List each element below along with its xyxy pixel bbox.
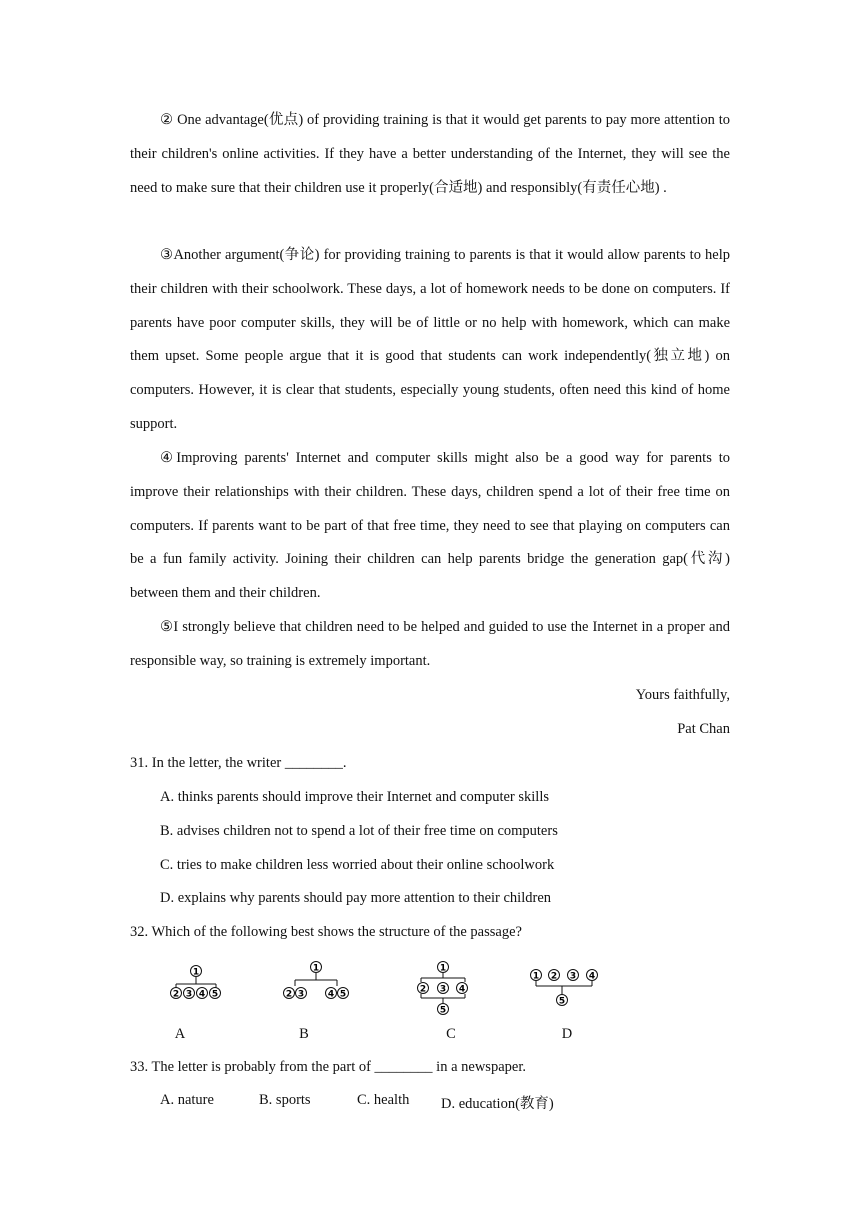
question-32-stem: 32. Which of the following best shows the structure of the passage?	[130, 924, 522, 940]
svg-text:3: 3	[297, 989, 305, 1000]
svg-text:5: 5	[439, 1005, 447, 1016]
diagram-a-bottom-nodes	[171, 988, 221, 1000]
svg-text:4: 4	[198, 989, 206, 1000]
question-31-option-d: D. explains why parents should pay more attention to their children	[160, 890, 552, 906]
paragraph-5: ⑤I strongly believe that children need to be helped and guided to use the Internet in a proper and responsible way, so training is extremely important.	[130, 619, 730, 669]
svg-text:2: 2	[172, 989, 180, 1000]
diagram-b-lines	[295, 973, 337, 986]
diagram-label-c: C	[446, 1026, 456, 1042]
diagram-label-d: D	[561, 1026, 573, 1042]
svg-text:3: 3	[439, 984, 447, 995]
question-31-option-b: B. advises children not to spend a lot of their free time on computers	[160, 823, 558, 839]
paragraph-3: ③Another argument(争论) for providing training to parents is that it would allow parents to help their children with their schoolwork. These days, a lot of homework needs to be done on computers. If parents have poor computer skills, they will be of little or no help with homework, which can make them upset. Some people argue that it is good that students can work independently(独立地) on computers. However, it is clear that students, especially young students, often need this kind of home support.	[130, 247, 730, 432]
question-33-option-c: C. health	[357, 1092, 410, 1108]
question-31-option-c: C. tries to make children less worried about their online schoolwork	[160, 857, 555, 873]
diagram-b-bottom-nodes	[284, 988, 349, 1000]
svg-text:4: 4	[588, 971, 596, 982]
svg-text:2: 2	[419, 984, 427, 995]
diagram-d-bottom-node	[557, 995, 568, 1007]
structure-diagram-d	[528, 966, 600, 1008]
diagram-d-lines	[536, 981, 592, 994]
diagram-a-top-node	[191, 966, 202, 978]
diagram-b-top-node	[311, 962, 322, 974]
diagram-d-top-nodes	[531, 970, 598, 982]
question-33-option-b: B. sports	[259, 1092, 311, 1108]
svg-text:1: 1	[439, 963, 447, 974]
structure-diagram-b	[281, 958, 349, 1004]
diagram-label-a: A	[174, 1026, 186, 1042]
paragraph-4: ④Improving parents' Internet and computer skills might also be a good way for parents to improve their relationships with their children. These days, children spend a lot of their free time on computers. If parents want to be part of that free time, they need to see that playing on computers can be a fun family activity. Joining their children can help parents bridge the generation gap(代沟) between them and their children.	[130, 450, 730, 602]
letter-signature: Pat Chan	[677, 721, 730, 737]
question-33-option-d: D. education(教育)	[441, 1096, 554, 1112]
svg-text:1: 1	[312, 963, 320, 974]
question-31-option-a: A. thinks parents should improve their Internet and computer skills	[160, 789, 550, 805]
svg-text:5: 5	[211, 989, 219, 1000]
structure-diagram-c	[414, 958, 472, 1018]
question-33-option-a: A. nature	[160, 1092, 214, 1108]
svg-text:5: 5	[558, 996, 566, 1007]
svg-text:5: 5	[339, 989, 347, 1000]
svg-text:3: 3	[569, 971, 577, 982]
diagram-a-lines	[176, 977, 216, 988]
question-31-stem: 31. In the letter, the writer ________.	[130, 755, 347, 771]
svg-text:4: 4	[458, 984, 466, 995]
svg-text:1: 1	[192, 967, 200, 978]
svg-text:2: 2	[285, 989, 293, 1000]
svg-text:4: 4	[327, 989, 335, 1000]
structure-diagram-a	[168, 962, 224, 1004]
paragraph-2: ② One advantage(优点) of providing training is that it would get parents to pay more attention to their children's online activities. If they have a better understanding of the Internet, they will see the need to make sure that their children use it properly(合适地) and responsibly(有责任心地) .	[130, 112, 730, 196]
svg-text:3: 3	[185, 989, 193, 1000]
diagram-label-b: B	[299, 1026, 309, 1042]
svg-text:2: 2	[550, 971, 558, 982]
letter-closing: Yours faithfully,	[635, 687, 730, 703]
diagram-c-bottom-node	[438, 1004, 449, 1016]
diagram-c-middle-nodes	[418, 983, 468, 995]
svg-text:1: 1	[532, 971, 540, 982]
question-33-stem: 33. The letter is probably from the part of ________ in a newspaper.	[130, 1059, 526, 1075]
diagram-c-top-node	[438, 962, 449, 974]
